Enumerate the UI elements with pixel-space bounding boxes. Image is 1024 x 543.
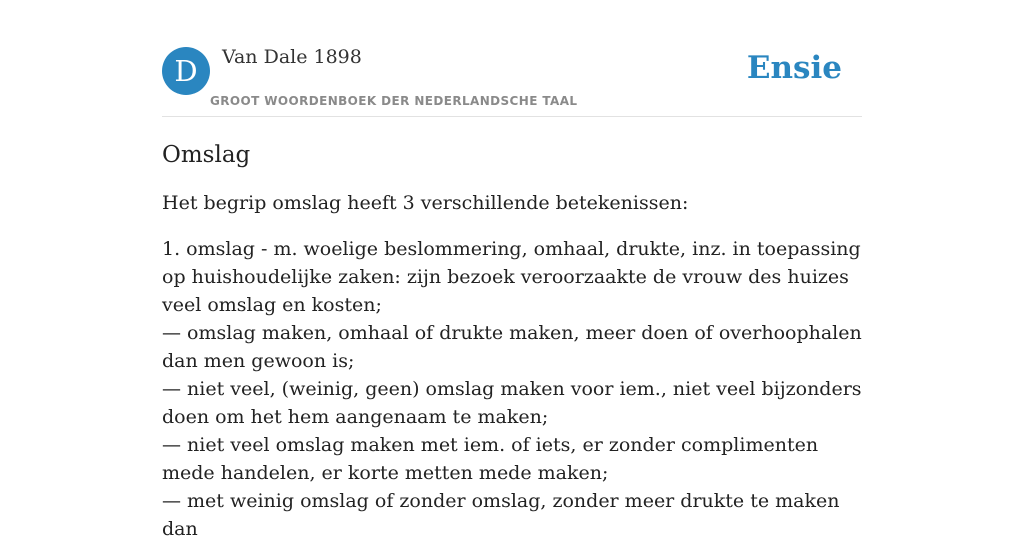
definition-body <box>162 235 862 543</box>
ensie-logo-link[interactable]: Ensie <box>746 50 842 86</box>
intro-text: Het begrip omslag heeft 3 verschillende betekenissen: <box>162 192 689 214</box>
definition-line: — niet veel, (weinig, geen) omslag maken voor iem., niet veel bijzonders doen om het hem aangenaam te maken; <box>162 378 862 428</box>
dictionary-title-link[interactable]: Van Dale 1898 <box>222 46 362 68</box>
article-content <box>162 138 862 543</box>
definition-line: — omslag maken, omhaal of drukte maken, meer doen of overhoophalen dan men gewoon is; <box>162 322 862 372</box>
page-title: Omslag <box>162 142 251 168</box>
dictionary-subtitle: GROOT WOORDENBOEK DER NEDERLANDSCHE TAAL <box>210 94 578 108</box>
site-header <box>162 0 862 117</box>
definition-line: — niet veel omslag maken met iem. of iets, er zonder complimenten mede handelen, er korte metten mede maken; <box>162 434 819 484</box>
dictionary-logo-avatar[interactable]: D <box>162 47 210 95</box>
definition-line: 1. omslag - m. woelige beslommering, omhaal, drukte, inz. in toepassing op huishoudelijke zaken: zijn bezoek veroorzaakte de vrouw des huizes veel omslag en kosten; <box>162 238 861 316</box>
definition-line: — met weinig omslag of zonder omslag, zonder meer drukte te maken dan <box>162 490 840 540</box>
